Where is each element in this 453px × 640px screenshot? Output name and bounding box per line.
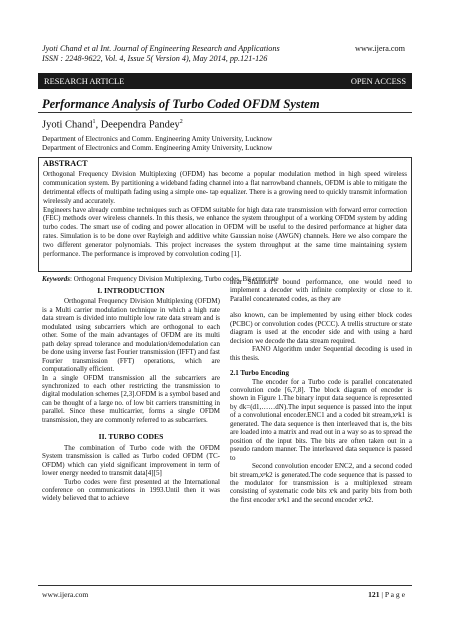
footer-rule (38, 585, 412, 586)
left-column (42, 286, 220, 503)
body-paragraph: also known, can be implemented by using either block codes (PCBC) or convolution codes (PCCC). A trellis structure or state diagram is used at the encoder side and with using a hard decision we decode the data stream required. (230, 311, 412, 345)
body-paragraph: near Shannon’s bound performance, one would need to implement a decoder with infinite complexity or close to it. Parallel concatenated codes, as they are (230, 278, 412, 303)
keywords-text: : Orthogonal Frequency Division Multiplexing, Turbo codes, Bit error rate (70, 275, 279, 283)
page-number-value: 121 (368, 590, 380, 599)
authors (42, 119, 183, 131)
body-paragraph: The combination of Turbo code with the OFDM System transmission is called as Turbo coded OFDM (TC-OFDM) which can yield significant improvement in term of lower energy needed to transmit data[4][5] (42, 443, 220, 478)
body-paragraph: The encoder for a Turbo code is parallel concatenated convolution code [6,7,8]. The block diagram of encoder is shown in Figure 1.The binary input data sequence is represented by dk=(d1,……dN).The input sequence is passed into the input of a convolutional encoder.ENC1 and a coded bit stream,xᵖk1 is generated. The data sequence is then interleaved that is, the bits are loaded into a matrix and read out in a way so as to spread the position of the input bits. The bits are often taken out in a pseudo random manner. The interleaved data sequence is passed to (230, 377, 412, 462)
title-rule (38, 112, 412, 113)
author-name: Deependra Pandey (100, 119, 180, 131)
page-label: | P a g e (379, 590, 405, 599)
body-paragraph: Turbo codes were first presented at the International conference on communications in 1993.Until then it was widely believed that to achieve (42, 477, 220, 503)
author-name: Jyoti Chand (42, 119, 93, 131)
journal-issn: ISSN : 2248-9622, Vol. 4, Issue 5( Version 4), May 2014, pp.121-126 (42, 54, 268, 63)
section-heading: I. INTRODUCTION (97, 286, 165, 295)
page-number (368, 590, 405, 599)
journal-header (42, 44, 342, 64)
author-affil-marker: 1 (92, 119, 96, 125)
abstract-heading: ABSTRACT (43, 159, 88, 168)
abstract-paragraph: Engineers have already combine techniques such as OFDM suitable for high data rate transmission with forward error correction (FEC) methods over wireless channels. In this thesis, we enhance the system throughput of a working OFDM system by adding turbo codes. The smart use of coding and power allocation in OFDM will be useful to the desired performance at higher data rates. Simulation is to be done over Rayleigh and additive white Gaussian noise (AWGN) channels. Here we also compare the two different generator polynomials. This project increases the system throughput at the same time maintaining system performance. The performance is improved by convolution coding [1]. (43, 205, 407, 259)
affiliation: Department of Electronics and Comm. Engineering Amity University, Lucknow (42, 144, 273, 152)
section-heading: II. TURBO CODES (98, 432, 164, 442)
paper-title: Performance Analysis of Turbo Coded OFDM System (42, 97, 320, 111)
abstract-box (38, 157, 412, 272)
body-paragraph: FANO Algorithm under Sequential decoding is used in this thesis. (230, 345, 412, 362)
footer-website[interactable]: www.ijera.com (42, 590, 89, 599)
research-article-label: RESEARCH ARTICLE (44, 76, 125, 86)
body-paragraph: Orthogonal Frequency Division Multiplexing (OFDM) is a Multi carrier modulation technique in which a high rate data stream is divided into multiple low rate data stream and is modulated using subcarriers which are orthogonal to each other. Some of the main advantages of OFDM are its multi path delay spread tolerance and modulation/demodulation can be done using inverse fast Fourier transmission (IFFT) and fast Fourier transmission (FFT) operations, which are computationally efficient. (42, 297, 220, 374)
journal-website[interactable]: www.ijera.com (355, 44, 405, 53)
author-separator: , (95, 119, 101, 131)
journal-citation: Jyoti Chand et al Int. Journal of Engineering Research and Applications (42, 44, 280, 53)
right-column (230, 278, 412, 504)
abstract-paragraph: Orthogonal Frequency Division Multiplexing (OFDM) has become a popular modulation method in high speed wireless communication system. By partitioning a wideband fading channel into a flat narrowband channels, OFDM is able to mitigate the detrimental effects of multipath fading using a simple one- tap equalizer. There is a growing need to quickly transmit information wirelessly and accurately. (43, 169, 407, 205)
affiliation: Department of Electronics and Comm. Engineering Amity University, Lucknow (42, 135, 273, 143)
open-access-label: OPEN ACCESS (350, 76, 406, 86)
subsection-heading: 2.1 Turbo Encoding (230, 369, 289, 378)
body-paragraph: Second convolution encoder ENC2, and a second coded bit stream,xᵖk2 is generated.The code sequence that is passed to the modulator for transmission is a multiplexed stream consisting of systematic code bits xˢk and parity bits from both the first encoder xᵖk1 and the second encoder xᵖk2. (230, 462, 412, 504)
body-paragraph: In a single OFDM transmission all the subcarriers are synchronized to each other restricting the transmission to digital modulation schemes [2,3].OFDM is a symbol based and can be thought of a large no. of low bit carriers transmitting in parallel. Since these multicarrier, forms a single OFDM transmission, they are commonly referred to as subcarriers. (42, 373, 220, 424)
author-affil-marker: 2 (179, 119, 183, 125)
article-type-band (38, 73, 412, 89)
keywords-label: Keywords (42, 275, 70, 283)
